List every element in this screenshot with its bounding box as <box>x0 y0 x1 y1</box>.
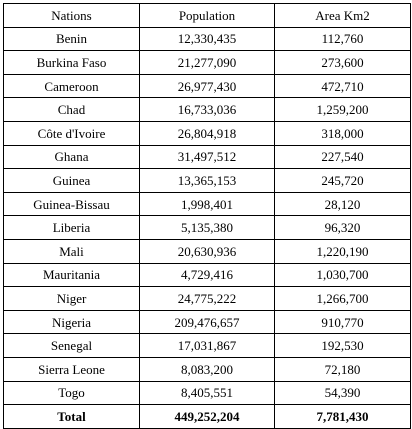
table-row <box>4 357 411 381</box>
table-body <box>4 27 411 405</box>
population-cell: 5,135,380 <box>140 216 275 240</box>
population-cell: 209,476,657 <box>140 310 275 334</box>
total-population: 449,252,204 <box>140 405 275 429</box>
population-cell: 13,365,153 <box>140 169 275 193</box>
area-cell: 910,770 <box>275 310 411 334</box>
area-cell: 28,120 <box>275 192 411 216</box>
table-row <box>4 310 411 334</box>
table-row <box>4 27 411 51</box>
nation-cell: Liberia <box>4 216 140 240</box>
area-cell: 1,266,700 <box>275 287 411 311</box>
area-cell: 245,720 <box>275 169 411 193</box>
table-row <box>4 287 411 311</box>
area-cell: 273,600 <box>275 51 411 75</box>
nation-cell: Niger <box>4 287 140 311</box>
population-cell: 12,330,435 <box>140 27 275 51</box>
table-row <box>4 145 411 169</box>
nation-cell: Mauritania <box>4 263 140 287</box>
nation-cell: Togo <box>4 381 140 405</box>
total-area: 7,781,430 <box>275 405 411 429</box>
population-cell: 24,775,222 <box>140 287 275 311</box>
area-cell: 1,220,190 <box>275 239 411 263</box>
nation-cell: Guinea <box>4 169 140 193</box>
nation-cell: Chad <box>4 98 140 122</box>
nation-cell: Senegal <box>4 334 140 358</box>
nation-cell: Nigeria <box>4 310 140 334</box>
nation-cell: Sierra Leone <box>4 357 140 381</box>
table-row <box>4 121 411 145</box>
population-cell: 17,031,867 <box>140 334 275 358</box>
area-cell: 54,390 <box>275 381 411 405</box>
area-cell: 96,320 <box>275 216 411 240</box>
table-row <box>4 169 411 193</box>
nation-cell: Burkina Faso <box>4 51 140 75</box>
header-row <box>4 4 411 28</box>
population-cell: 8,405,551 <box>140 381 275 405</box>
area-cell: 227,540 <box>275 145 411 169</box>
nation-cell: Côte d'Ivoire <box>4 121 140 145</box>
total-label: Total <box>4 405 140 429</box>
area-cell: 1,259,200 <box>275 98 411 122</box>
nations-table <box>3 3 411 429</box>
nation-cell: Cameroon <box>4 74 140 98</box>
population-cell: 26,977,430 <box>140 74 275 98</box>
table-row <box>4 216 411 240</box>
population-cell: 26,804,918 <box>140 121 275 145</box>
area-cell: 72,180 <box>275 357 411 381</box>
area-cell: 112,760 <box>275 27 411 51</box>
table-row <box>4 51 411 75</box>
table-row <box>4 98 411 122</box>
column-header-population: Population <box>140 4 275 28</box>
table-row <box>4 334 411 358</box>
column-header-nations: Nations <box>4 4 140 28</box>
table-row <box>4 192 411 216</box>
table-row <box>4 239 411 263</box>
nation-cell: Mali <box>4 239 140 263</box>
population-cell: 1,998,401 <box>140 192 275 216</box>
area-cell: 318,000 <box>275 121 411 145</box>
population-cell: 16,733,036 <box>140 98 275 122</box>
area-cell: 472,710 <box>275 74 411 98</box>
total-row <box>4 405 411 429</box>
table-row <box>4 263 411 287</box>
population-cell: 8,083,200 <box>140 357 275 381</box>
population-cell: 20,630,936 <box>140 239 275 263</box>
nation-cell: Guinea-Bissau <box>4 192 140 216</box>
nation-cell: Benin <box>4 27 140 51</box>
area-cell: 1,030,700 <box>275 263 411 287</box>
population-cell: 31,497,512 <box>140 145 275 169</box>
table-row <box>4 74 411 98</box>
table-row <box>4 381 411 405</box>
area-cell: 192,530 <box>275 334 411 358</box>
column-header-area: Area Km2 <box>275 4 411 28</box>
population-cell: 21,277,090 <box>140 51 275 75</box>
nation-cell: Ghana <box>4 145 140 169</box>
population-cell: 4,729,416 <box>140 263 275 287</box>
